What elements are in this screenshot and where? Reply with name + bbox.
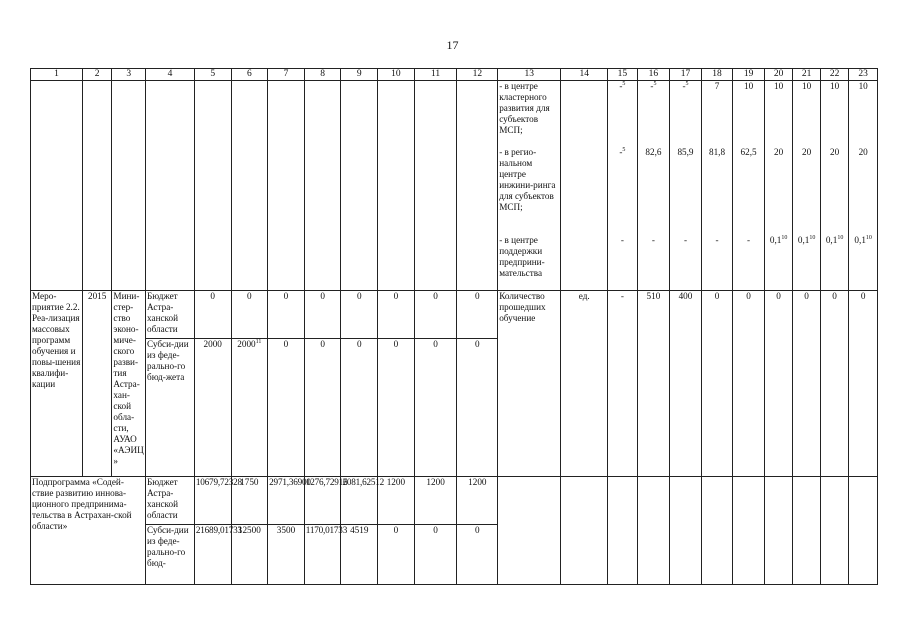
col-header: 5 [194,69,231,81]
page-number: 17 [446,38,459,52]
value-cell: 7 81,8 - [701,81,733,291]
col-header: 17 [670,69,702,81]
value-cell: 3500 [268,525,305,585]
value-cell: 1750 [231,477,268,525]
value-cell: 10 20 $0,1^{10}$ [820,81,849,291]
value-cell: 0 [378,291,415,339]
value-cell: 0 [378,339,415,477]
value-cell: 1200 [414,477,457,525]
value-cell: 2971,36900 [268,477,305,525]
col-header: 20 [764,69,793,81]
value-cell: 2000$^{11}$ [231,339,268,477]
funding-source: Субси-дии из феде-рально-го бюд- [146,525,195,585]
indicator-line: - в центре кластерного развития для субъектов МСП; [499,81,550,135]
value-cell: 0 [268,291,305,339]
value-cell: 21689,01733 [194,525,231,585]
subprogram-title: Подпрограмма «Содей-ствие развитию иннова-ционного предпринима-тельства в Астрахан-ской области» [31,477,146,585]
col-header: 19 [733,69,765,81]
indicator-line: - в регио-нальном центре инжини-ринга для субъектов МСП; [499,147,556,212]
col-header: 11 [414,69,457,81]
value-cell: 0 [820,291,849,477]
value-cell: 0 [378,525,415,585]
col-header: 16 [637,69,670,81]
value-cell: - [608,291,638,477]
value-cell: 1170,01733 [304,525,341,585]
value-cell: 10679,72328 [194,477,231,525]
value-cell: 0 [764,291,793,477]
value-cell: 0 [414,339,457,477]
col-header: 13 [498,69,561,81]
col-header: 18 [701,69,733,81]
col-header: 1 [31,69,83,81]
value-cell: 0 [457,525,498,585]
event-name: Меро-приятие 2.2. Реа-лизация массовых программ обучения и повы-шения квалифи-кации [31,291,83,477]
event-row [31,291,878,339]
header-row [31,69,878,81]
funding-source: Бюджет Астра-ханской области [146,291,195,339]
value-cell: 4519 [341,525,378,585]
event-year: 2015 [82,291,112,477]
col-header: 15 [608,69,638,81]
continuation-row [31,81,878,291]
value-cell: 0 [304,339,341,477]
value-cell: 0 [849,291,878,477]
value-cell: -$^5$ 82,6 - [637,81,670,291]
value-cell: -$^5$ -$^5$ - [608,81,638,291]
col-header: 12 [457,69,498,81]
value-cell: 0 [457,291,498,339]
value-cell: 1200 [457,477,498,525]
value-cell: 0 [793,291,820,477]
value-cell: 0 [231,291,268,339]
value-cell: 2000 [194,339,231,477]
value-cell: 0 [341,339,378,477]
indicator-line: - в центре поддержки предприни-мательства [499,235,545,278]
col-header: 21 [793,69,820,81]
value-cell: 0 [414,291,457,339]
value-cell: 10 20 $0,1^{10}$ [849,81,878,291]
col-header: 14 [561,69,608,81]
col-header: 23 [849,69,878,81]
value-cell: 0 [304,291,341,339]
event-executor: Мини-стер-ство эконо-миче-ского разви-тия Астра-хан-ской обла-сти, АУАО «АЭИЦ» [112,291,146,477]
value-cell: 10 62,5 - [733,81,765,291]
value-cell: 0 [268,339,305,477]
value-cell: 510 [637,291,670,477]
value-cell: 0 [414,525,457,585]
col-header: 22 [820,69,849,81]
value-cell: 0 [701,291,733,477]
funding-source: Бюджет Астра-ханской области [146,477,195,525]
col-header: 6 [231,69,268,81]
budget-table [30,68,878,585]
value-cell: 400 [670,291,702,477]
col-header: 10 [378,69,415,81]
value-cell: 10 20 $0,1^{10}$ [793,81,820,291]
value-cell: 1276,72916 [304,477,341,525]
value-cell: 0 [194,291,231,339]
value-cell: 0 [341,291,378,339]
indicator-list [498,81,561,291]
value-cell: 0 [457,339,498,477]
unit: ед. [561,291,608,477]
col-header: 3 [112,69,146,81]
value-cell: 0 [733,291,765,477]
col-header: 9 [341,69,378,81]
indicator-name: Количество прошедших обучение [498,291,561,477]
value-cell: 1200 [378,477,415,525]
value-cell: 2081,62512 [341,477,378,525]
funding-source: Субси-дии из феде-рально-го бюд-жета [146,339,195,477]
col-header: 7 [268,69,305,81]
col-header: 2 [82,69,112,81]
value-cell: 12500 [231,525,268,585]
value-cell: -$^5$ 85,9 - [670,81,702,291]
col-header: 8 [304,69,341,81]
subprogram-row [31,477,878,525]
col-header: 4 [146,69,195,81]
value-cell: 10 20 $0,1^{10}$ [764,81,793,291]
